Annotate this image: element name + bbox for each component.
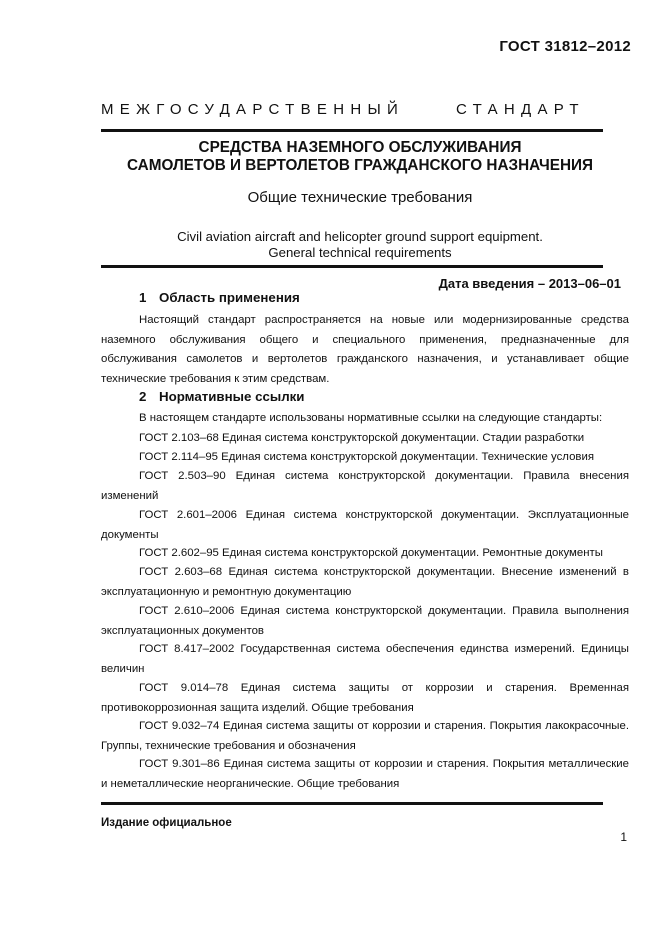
reference-item: ГОСТ 9.014–78 Единая система защиты от коррозии и старения. Временная противокоррозионная защита изделий. Общие требования [101, 682, 629, 714]
section-2-heading [139, 389, 305, 404]
standard-code: ГОСТ 31812–2012 [499, 38, 631, 55]
title-bottom-rule [101, 265, 603, 268]
subtitle: Общие технические требования [247, 189, 473, 206]
official-edition-label: Издание официальное [101, 817, 232, 829]
reference-item: ГОСТ 8.417–2002 Государственная система обеспечения единства измерений. Единицы величин [101, 643, 629, 675]
top-rule [101, 129, 603, 132]
footer-rule [101, 802, 603, 805]
reference-item: ГОСТ 2.114–95 Единая система конструкторской документации. Технические условия [139, 451, 594, 463]
section-1-title: Область применения [159, 290, 300, 305]
english-title-line-2: General technical requirements [268, 245, 452, 260]
reference-item: ГОСТ 2.602–95 Единая система конструкторской документации. Ремонтные документы [139, 547, 603, 559]
introduction-date: Дата введения – 2013–06–01 [438, 276, 621, 291]
page-number: 1 [620, 830, 627, 844]
section-2-title: Нормативные ссылки [159, 389, 305, 404]
title-line-2: САМОЛЕТОВ И ВЕРТОЛЕТОВ ГРАЖДАНСКОГО НАЗНАЧЕНИЯ [126, 157, 594, 174]
section-1-heading [139, 290, 300, 305]
section-1-number: 1 [139, 290, 147, 305]
reference-item: ГОСТ 2.610–2006 Единая система конструкторской документации. Правила выполнения эксплуатационных документов [101, 605, 629, 637]
english-title-line-1: Civil aviation aircraft and helicopter ground support equipment. [177, 229, 543, 244]
standard-word: СТАНДАРТ [456, 101, 585, 118]
reference-item: ГОСТ 9.301–86 Единая система защиты от коррозии и старения. Покрытия металлические и неметаллические неорганические. Общие требования [101, 758, 629, 790]
section-2-intro: В настоящем стандарте использованы нормативные ссылки на следующие стандарты: [139, 412, 603, 424]
reference-item: ГОСТ 9.032–74 Единая система защиты от коррозии и старения. Покрытия лакокрасочные. Группы, технические требования и обозначения [101, 720, 629, 752]
interstate-standard-label [101, 101, 601, 118]
reference-item: ГОСТ 2.103–68 Единая система конструкторской документации. Стадии разработки [139, 432, 585, 444]
interstate-word: МЕЖГОСУДАРСТВЕННЫЙ [101, 101, 405, 118]
reference-item: ГОСТ 2.503–90 Единая система конструкторской документации. Правила внесения изменений [101, 470, 629, 502]
section-1-text: Настоящий стандарт распространяется на новые или модернизированные средства наземного обслуживания общего и специального применения, предназначенные для обслуживания самолетов и вертолетов гражданского назначения, и устанавливает общие технические требования к этим средствам. [101, 314, 629, 385]
title-line-1: СРЕДСТВА НАЗЕМНОГО ОБСЛУЖИВАНИЯ [198, 139, 522, 156]
reference-item: ГОСТ 2.603–68 Единая система конструкторской документации. Внесение изменений в эксплуатационную и ремонтную документацию [101, 566, 629, 598]
reference-item: ГОСТ 2.601–2006 Единая система конструкторской документации. Эксплуатационные документы [101, 509, 629, 541]
section-2-number: 2 [139, 389, 147, 404]
